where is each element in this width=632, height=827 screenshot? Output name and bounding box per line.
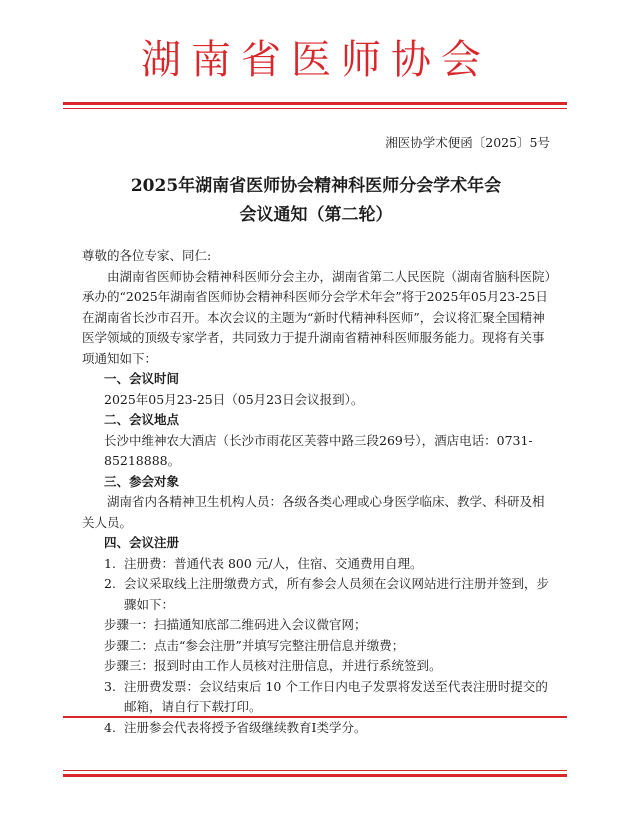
document-body [82,246,552,738]
section-heading-time: 一、会议时间 [104,371,180,386]
registration-step-1: 步骤一：扫描通知底部二维码进入会议微官网； [104,617,367,632]
section-text-time: 2025年05月23-25日（05月23日会议报到）。 [104,391,364,407]
section-text-venue: 长沙中维神农大酒店（长沙市雨花区芙蓉中路三段269号），酒店电话：0731-85218888。 [104,432,533,468]
footer-rule-thin [63,770,567,771]
list-number: 1. [104,555,116,571]
organization-header: 湖南省医师协会 [141,37,491,83]
registration-item-4 [82,718,552,739]
document-number: 湘医协学术便函〔2025〕5号 [385,135,550,150]
section-heading-participants: 三、参会对象 [104,473,180,489]
list-number: 2. [104,576,116,591]
section-divider-rule [63,716,567,718]
registration-item-1 [82,554,552,575]
list-number: 4. [104,719,116,735]
registration-step-2: 步骤二：点击“参会注册”并填写完整注册信息并缴费； [104,637,405,653]
list-text: 会议采取线上注册缴费方式，所有参会人员须在会议网站进行注册并签到，步骤如下： [124,576,550,612]
registration-item-2 [82,574,552,615]
registration-step-3: 步骤三：报到时由工作人员核对注册信息，并进行系统签到。 [104,658,442,673]
title-line-2: 会议通知（第二轮） [239,205,393,225]
section-heading-registration: 四、会议注册 [104,535,180,550]
section-text-participants: 湖南省内各精神卫生机构人员：各级各类心理或心身医学临床、教学、科研及相关人员。 [82,494,545,530]
header-rule-thick [63,102,567,105]
intro-paragraph: 由湖南省医师协会精神科医师分会主办，湖南省第二人民医院（湖南省脑科医院）承办的“2025年湖南省医师协会精神科医师分会学术年会”将于2025年05月23-25日在湖南省长沙市召开。本次会议的主题为“新时代精神科医师”，会议将汇聚全国精神医学领域的顶级专家学者，共同致力于提升湖南省精神科医师服务能力。现将有关事项通知如下： [82,268,551,366]
salutation: 尊敬的各位专家、同仁: [82,248,212,263]
section-heading-venue: 二、会议地点 [104,412,180,427]
footer-rule-thick [63,774,567,777]
list-number: 3. [104,678,116,694]
list-text: 注册费发票：会议结束后 10 个工作日内电子发票将发送至代表注册时提交的邮箱，请自行下载打印。 [124,678,548,714]
registration-item-3 [82,677,552,718]
list-text: 注册参会代表将授予省级继续教育I类学分。 [124,719,367,735]
title-line-1: 2025年湖南省医师协会精神科医师分会学术年会 [130,176,502,196]
header-rule-thin [63,108,567,109]
list-text: 注册费：普通代表 800 元/人，住宿、交通费用自理。 [124,555,423,571]
